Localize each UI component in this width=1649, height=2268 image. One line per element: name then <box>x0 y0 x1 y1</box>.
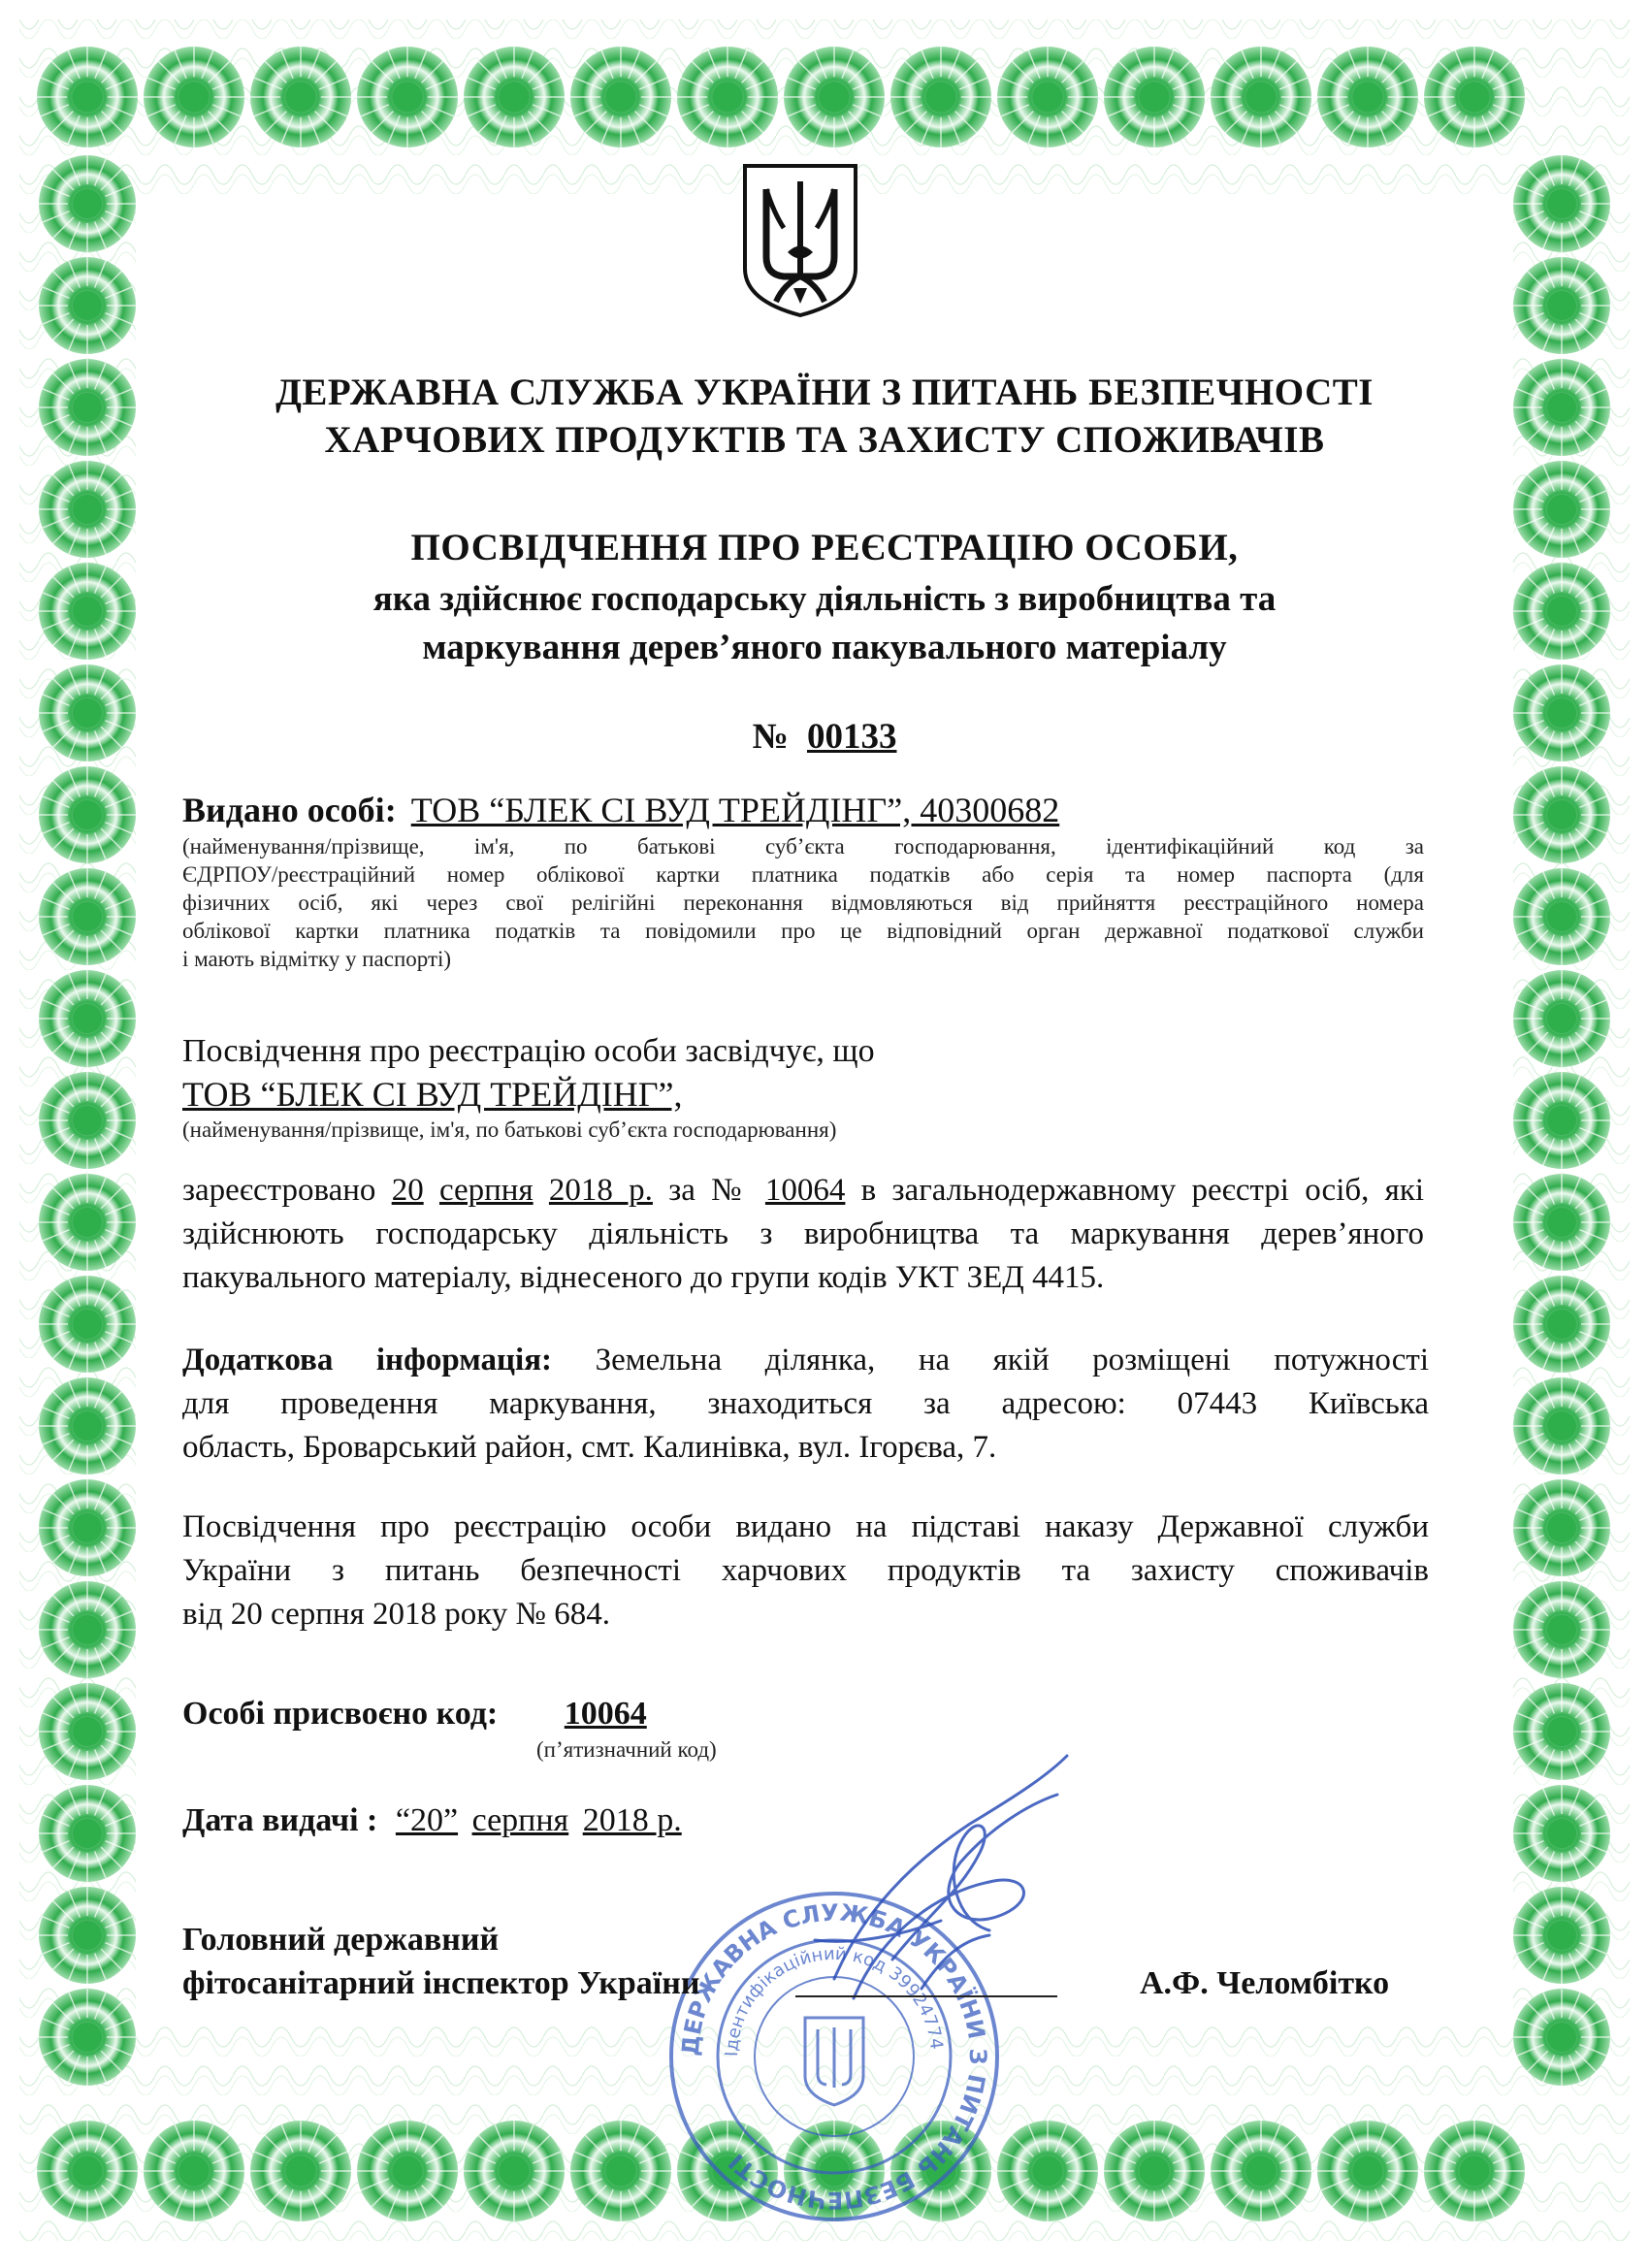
basis-line2: України з питань безпечності харчових продуктів та захисту споживачів <box>182 1553 1429 1588</box>
issue-date-year: 2018 р. <box>582 1802 682 1838</box>
registration-line1 <box>182 1169 1424 1213</box>
registration-number: 10064 <box>764 1173 846 1208</box>
issued-to-note-line1: (найменування/прізвище, ім'я, по батькові суб’єкта господарювання, ідентифікаційний код за <box>182 834 1424 859</box>
number-value: 00133 <box>806 717 897 757</box>
certified-entity-note: (найменування/прізвище, ім'я, по батькові суб’єкта господарювання) <box>182 1118 837 1142</box>
additional-line2: для проведення маркування, знаходиться за адресою: 07443 Київська <box>182 1386 1429 1421</box>
stamp-inner-text: Ідентифікаційний код 39924774 <box>721 1943 947 2057</box>
signatory-title-line1: Головний державний <box>182 1922 500 1958</box>
registration-line3: пакувального матеріалу, віднесеного до групи кодів УКТ ЗЕД 4415. <box>182 1260 1105 1295</box>
issued-to-label: Видано особі: <box>182 791 397 829</box>
number-label: № <box>752 717 789 757</box>
certifies-text: Посвідчення про реєстрацію особи засвідчує, що <box>182 1033 875 1069</box>
registration-line2: здійснюють господарську діяльність з виробництва та маркування дерев’яного <box>182 1216 1424 1251</box>
agency-name-line2: ХАРЧОВИХ ПРОДУКТІВ ТА ЗАХИСТУ СПОЖИВАЧІВ <box>324 419 1325 461</box>
registration-year: 2018 р. <box>548 1173 653 1208</box>
issue-date-label: Дата видачі : <box>182 1802 378 1838</box>
issued-to-note-line2: ЄДРПОУ/реєстраційний номер облікової картки платника податків або серія та номер паспорта (для <box>182 862 1424 887</box>
signatory-name: А.Ф. Челомбітко <box>1140 1965 1390 2001</box>
issue-date-month: серпня <box>471 1802 569 1838</box>
document-title: ПОСВІДЧЕННЯ ПРО РЕЄСТРАЦІЮ ОСОБИ, <box>410 527 1239 568</box>
registration-mid: за № <box>668 1173 750 1208</box>
document-subtitle-line1: яка здійснює господарську діяльність з виробництва та <box>372 579 1277 619</box>
additional-label: Додаткова інформація: <box>182 1343 553 1377</box>
stamp-ring-text: ДЕРЖАВНА СЛУЖБА УКРАЇНИ З ПИТАНЬ БЕЗПЕЧНОСТІ <box>676 1898 992 2215</box>
basis-line3: від 20 серпня 2018 року № 684. <box>182 1597 611 1632</box>
registration-month: серпня <box>438 1173 534 1208</box>
signatory-title-line2: фітосанітарний інспектор України <box>182 1965 700 2001</box>
registration-day: 20 <box>391 1173 424 1208</box>
code-label: Особі присвоєно код: <box>182 1696 499 1732</box>
issued-to-note-line4: облікової картки платника податків та повідомили про це відповідний орган державної податкової служби <box>182 919 1424 943</box>
issued-to-note-line5: і мають відмітку у паспорті) <box>182 947 452 971</box>
signature-line <box>795 1995 1057 1997</box>
issued-to-note-line3: фізичних осіб, які через свої релігійні переконання відмовляються від прийняття реєстраційного номера <box>182 891 1424 915</box>
registration-post: в загальнодержавному реєстрі осіб, які <box>860 1173 1425 1208</box>
basis-line1: Посвідчення про реєстрацію особи видано на підставі наказу Державної служби <box>182 1509 1429 1544</box>
registration-pre: зареєстровано <box>182 1173 376 1208</box>
additional-line1 <box>182 1339 1429 1382</box>
certified-entity: ТОВ “БЛЕК СІ ВУД ТРЕЙДІНГ”, <box>182 1075 683 1114</box>
agency-name-line1: ДЕРЖАВНА СЛУЖБА УКРАЇНИ З ПИТАНЬ БЕЗПЕЧНОСТІ <box>275 372 1374 413</box>
issued-to-value: ТОВ “БЛЕК СІ ВУД ТРЕЙДІНГ”, 40300682 <box>410 791 1060 829</box>
code-value: 10064 <box>564 1696 647 1732</box>
issue-date-day: “20” <box>395 1802 459 1838</box>
document-subtitle-line2: маркування дерев’яного пакувального матеріалу <box>422 628 1227 667</box>
code-note: (п’ятизначний код) <box>536 1737 717 1762</box>
additional-text1: Земельна ділянка, на якій розміщені потужності <box>595 1343 1429 1377</box>
document-number <box>582 713 1067 761</box>
coat-of-arms-icon <box>737 160 863 320</box>
additional-line3: область, Броварський район, смт. Калинівка, вул. Ігорєва, 7. <box>182 1430 997 1465</box>
